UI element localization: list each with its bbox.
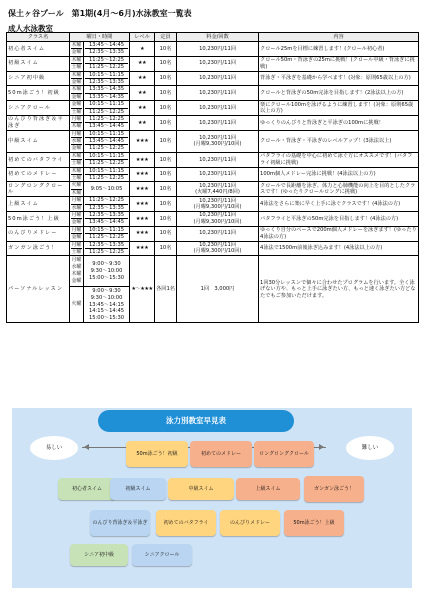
class-content: 100m個人メドレー完泳に挑戦！(4泳法以上の方) bbox=[259, 167, 419, 182]
class-name: ロングロングクロール bbox=[7, 182, 70, 197]
table-row bbox=[7, 167, 419, 182]
class-content: 背泳ぎ・平泳ぎを基礎から学べます！(対象：原則65歳以上の方) bbox=[259, 71, 419, 86]
class-name: 初心者スイム bbox=[7, 42, 70, 57]
class-content: クロールと背泳ぎの50m完泳を目指します！(2泳法以上の方) bbox=[259, 86, 419, 101]
table-row bbox=[7, 71, 419, 86]
table-row bbox=[7, 115, 419, 130]
level-stars: ★★ bbox=[130, 71, 155, 86]
chart-box-senior-intermediate: シニア初中級 bbox=[70, 544, 128, 566]
table-row bbox=[7, 182, 419, 197]
day-list bbox=[70, 115, 84, 130]
time-list bbox=[84, 211, 130, 226]
time-slot: 13:35～14:35 bbox=[85, 86, 128, 93]
level-stars: ★★★ bbox=[130, 130, 155, 152]
day: 木曜 bbox=[71, 271, 82, 278]
day: 金曜 bbox=[71, 278, 82, 285]
day-list bbox=[70, 197, 84, 212]
time-slot: 11:25～12:25 bbox=[88, 234, 125, 241]
class-name: 初めてのメドレー bbox=[7, 167, 70, 182]
day: 月曜 bbox=[71, 241, 82, 248]
class-name: 初級スイム bbox=[7, 56, 70, 71]
time-list bbox=[84, 115, 130, 130]
day: 水曜 bbox=[71, 204, 82, 211]
day: 金曜 bbox=[71, 49, 82, 56]
time-slot: 11:25～12:25 bbox=[85, 116, 128, 123]
time-list bbox=[84, 287, 130, 323]
chart-box-senior-crawl: シニアクロール bbox=[132, 544, 192, 566]
fee bbox=[177, 71, 259, 86]
table-row bbox=[7, 42, 419, 57]
capacity: 10名 bbox=[155, 130, 177, 152]
time-slot: 12:35～13:35 bbox=[88, 78, 125, 85]
level-stars: ★★★ bbox=[130, 226, 155, 241]
fee bbox=[177, 197, 259, 212]
capacity: 10名 bbox=[155, 182, 177, 197]
day-list bbox=[70, 71, 84, 86]
table-row bbox=[7, 56, 419, 71]
level-stars: ★★ bbox=[130, 101, 155, 116]
fee-line: 10,230円/11回 bbox=[199, 212, 236, 219]
day: 木曜 bbox=[71, 189, 82, 196]
chart-box-50m-advanced: 50m泳ごう！上級 bbox=[284, 510, 344, 536]
time-slot: 11:25～12:25 bbox=[85, 57, 128, 64]
time-list bbox=[84, 56, 130, 71]
time-slot: 11:25～12:25 bbox=[88, 248, 125, 255]
class-name: シニアクロール bbox=[7, 101, 70, 116]
time-list bbox=[84, 86, 130, 101]
time-list bbox=[84, 42, 130, 57]
time-slot: 9:00～9:30 bbox=[92, 261, 121, 268]
fee bbox=[177, 115, 259, 130]
time-list bbox=[84, 130, 130, 152]
capacity: 10名 bbox=[155, 101, 177, 116]
time-slot: 11:25～12:25 bbox=[85, 197, 128, 204]
class-name: のんびり背泳ぎ＆平泳ぎ bbox=[7, 115, 70, 130]
class-name: のんびりメドレー bbox=[7, 226, 70, 241]
table-row bbox=[7, 197, 419, 212]
time-slot: 10:15～11:15 bbox=[85, 153, 128, 160]
fee-line: 10,230円/11回 bbox=[199, 60, 236, 67]
day: 月曜 bbox=[71, 130, 82, 137]
easy-label: 易しい bbox=[30, 436, 78, 460]
class-name: シニア初中級 bbox=[7, 71, 70, 86]
capacity: 10名 bbox=[155, 115, 177, 130]
class-name: 中級スイム bbox=[7, 130, 70, 152]
level-stars: ★～★★★ bbox=[130, 256, 155, 323]
day-list bbox=[70, 241, 84, 256]
time-slot: 11:25～12:25 bbox=[88, 145, 125, 152]
class-content: クロール50m・背泳ぎの25mに挑戦！(クロール中級・背泳ぎに挑戦) bbox=[259, 56, 419, 71]
day: 月曜 bbox=[71, 115, 82, 122]
time-list bbox=[84, 197, 130, 212]
day: 木曜 bbox=[71, 152, 82, 159]
fee-line: 10,230円/11回 bbox=[199, 104, 236, 111]
fee-line: 10,230円/11回 bbox=[199, 156, 236, 163]
time-list bbox=[84, 167, 130, 182]
time-slot: 13:45～14:45 bbox=[88, 123, 125, 130]
day: 木曜 bbox=[71, 71, 82, 78]
time-slot: 9:30～10:00 bbox=[90, 268, 123, 275]
time-slot: 9:00～9:30 bbox=[92, 288, 121, 295]
section-title: 成人水泳教室 bbox=[8, 24, 53, 33]
table-row bbox=[7, 86, 419, 101]
day-list bbox=[70, 86, 84, 101]
day-list bbox=[70, 152, 84, 167]
chart-box-beginner: 初心者スイム bbox=[58, 478, 116, 500]
time-slot: 15:00～15:30 bbox=[88, 274, 125, 281]
table-row bbox=[7, 152, 419, 167]
class-name: 上級スイム bbox=[7, 197, 70, 212]
day: 水曜 bbox=[71, 264, 82, 271]
capacity: 10名 bbox=[155, 241, 177, 256]
time-slot: 13:45～14:45 bbox=[85, 138, 128, 145]
class-content: バタフライと平泳ぎの50m完泳を目指します！(4泳法の方) bbox=[259, 211, 419, 226]
day: 木曜 bbox=[71, 56, 82, 63]
time-slot: 9:05～10:05 bbox=[90, 186, 123, 193]
schedule-table bbox=[6, 32, 419, 323]
day: 土曜 bbox=[71, 175, 82, 182]
day: 金曜 bbox=[71, 234, 82, 241]
fee bbox=[177, 167, 259, 182]
capacity: 10名 bbox=[155, 197, 177, 212]
time-slot: 9:30～10:00 bbox=[90, 294, 123, 301]
header-fee: 料金/回数 bbox=[177, 33, 259, 42]
header-content: 内容 bbox=[259, 33, 419, 42]
fee-line: 10,230円/11回 bbox=[199, 119, 236, 126]
time-slot: 12:35～13:35 bbox=[85, 212, 128, 219]
day: 木曜 bbox=[71, 42, 82, 48]
level-stars: ★★★ bbox=[130, 211, 155, 226]
level-stars: ★★★ bbox=[130, 241, 155, 256]
class-content: 1回30分レッスンで個々に合わせたプログラムを行います。全く泳げない方や、もっと上手に泳ぎたい方、もっと速く泳ぎたい方どなたでもご参加いただけます。 bbox=[259, 256, 419, 323]
personal-lesson-row bbox=[7, 256, 419, 287]
fee bbox=[177, 241, 259, 256]
time-slot: 10:15～11:15 bbox=[85, 168, 128, 175]
capacity: 10名 bbox=[155, 226, 177, 241]
time-slot: 11:25～12:25 bbox=[88, 64, 125, 71]
time-slot: 10:15～11:15 bbox=[85, 227, 128, 234]
time-slot: 15:00～15:30 bbox=[88, 314, 125, 321]
class-content: クロール25mを目標に練習します！(クロール初心者) bbox=[259, 42, 419, 57]
time-list bbox=[84, 241, 130, 256]
class-content: クロールで長距離を泳ぎ、体力と心肺機能の向上を目的としたクラスです！(ゆったりクロールロングに挑戦) bbox=[259, 182, 419, 197]
level-stars: ★★ bbox=[130, 86, 155, 101]
header-class: クラス名 bbox=[7, 33, 70, 42]
time-slot: 13:35～14:35 bbox=[88, 93, 125, 100]
fee bbox=[177, 130, 259, 152]
fee bbox=[177, 152, 259, 167]
time-slot: 11:25～12:25 bbox=[88, 175, 125, 182]
fee-line: (月曜9,300円/10回) bbox=[193, 141, 242, 148]
fee: 1回 3,000円 bbox=[177, 256, 259, 323]
capacity: 10名 bbox=[155, 167, 177, 182]
time-slot: 13:45～14:45 bbox=[85, 42, 128, 49]
day-list bbox=[70, 256, 84, 287]
time-slot: 13:45～14:45 bbox=[88, 219, 125, 226]
day-list bbox=[70, 182, 84, 197]
class-name: 50m泳ごう！初級 bbox=[7, 86, 70, 101]
fee-line: 10,230円/11回 bbox=[199, 90, 236, 97]
day: 月曜 bbox=[71, 257, 82, 264]
capacity: 10名 bbox=[155, 211, 177, 226]
chart-box-nonbiri-medley: のんびりメドレー bbox=[220, 510, 280, 536]
day: 木曜 bbox=[71, 86, 82, 93]
chart-box-first-butterfly: 初めてのバタフライ bbox=[156, 510, 216, 536]
header-level: レベル bbox=[130, 33, 155, 42]
fee-line: 10,230円/11回 bbox=[199, 242, 236, 249]
day: 土曜 bbox=[71, 160, 82, 167]
fee bbox=[177, 226, 259, 241]
capacity: 10名 bbox=[155, 86, 177, 101]
level-stars: ★★★ bbox=[130, 152, 155, 167]
day-list bbox=[70, 42, 84, 57]
fee bbox=[177, 56, 259, 71]
level-stars: ★★★ bbox=[130, 197, 155, 212]
class-content: ゆっくり自分のペースで200m個人メドレーを泳ぎます！(ゆったり4泳法の方) bbox=[260, 227, 417, 240]
time-list bbox=[84, 256, 130, 287]
day: 月曜 bbox=[71, 211, 82, 218]
day: 土曜 bbox=[71, 64, 82, 71]
chart-box-gangan: ガンガン泳ごう！ bbox=[304, 476, 364, 502]
chart-box-advanced: 上級スイム bbox=[236, 478, 300, 500]
fee-line: (月曜9,300円/10回) bbox=[193, 204, 242, 211]
capacity: 各回1名 bbox=[155, 256, 177, 323]
time-slot: 14:15～14:45 bbox=[88, 308, 125, 315]
day: 月曜 bbox=[71, 197, 82, 204]
capacity: 10名 bbox=[155, 152, 177, 167]
time-list bbox=[84, 101, 130, 116]
fee bbox=[177, 86, 259, 101]
table-header-row bbox=[7, 33, 419, 42]
table-row bbox=[7, 211, 419, 226]
day-list bbox=[70, 226, 84, 241]
class-content: ゆっくりのんびりと背泳ぎと平泳ぎの100mに挑戦！ bbox=[259, 115, 419, 130]
table-row bbox=[7, 101, 419, 116]
table-row bbox=[7, 226, 419, 241]
time-slot: 12:35～13:35 bbox=[88, 204, 125, 211]
table-row bbox=[7, 130, 419, 152]
chart-box-first-medley: 初めてのメドレー bbox=[190, 441, 252, 467]
class-content: バタフライの基礎を中心に初めて泳ぐ方にオススメです！(バタフライ初級に挑戦) bbox=[259, 152, 419, 167]
hard-label: 難しい bbox=[346, 436, 394, 460]
fee-line: 10,230円/11回 bbox=[199, 182, 236, 189]
fee bbox=[177, 42, 259, 57]
day: 土曜 bbox=[71, 108, 82, 115]
day: 金曜 bbox=[71, 78, 82, 85]
time-slot: 11:25～12:25 bbox=[88, 160, 125, 167]
level-stars: ★★★ bbox=[130, 167, 155, 182]
chart-box-intermediate: 中級スイム bbox=[168, 478, 234, 500]
level-stars: ★★ bbox=[130, 56, 155, 71]
document-title: 保土ヶ谷プール 第1期(4月～6月)水泳教室一覧表 bbox=[8, 9, 192, 18]
fee-line: (月曜9,300円/10回) bbox=[193, 218, 242, 225]
day-list bbox=[70, 287, 84, 323]
table-row bbox=[7, 241, 419, 256]
chart-box-nonbiri-back-breast: のんびり背泳ぎ＆平泳ぎ bbox=[90, 510, 150, 536]
class-content: 4泳法をさらに楽に早く上手に泳ぐクラスです！(4泳法の方) bbox=[259, 197, 419, 212]
time-list bbox=[84, 182, 130, 197]
fee-line: (火曜7,440円/8回) bbox=[195, 189, 240, 196]
header-schedule: 曜日・時間 bbox=[70, 33, 130, 42]
fee-line: (月曜9,300円/10回) bbox=[193, 248, 242, 255]
class-content: クロール・背泳ぎ・平泳ぎのレベルアップ！(3泳法以上) bbox=[259, 130, 419, 152]
day: 木曜 bbox=[71, 167, 82, 174]
class-name: 50m泳ごう！上級 bbox=[7, 211, 70, 226]
fee-line: 10,230円/11回 bbox=[199, 197, 236, 204]
class-name: ガンガン泳ごう！ bbox=[7, 241, 70, 256]
time-list bbox=[84, 71, 130, 86]
class-name: パーソナルレッスン bbox=[7, 256, 70, 323]
chart-box-long-crawl: ロングロングクロール bbox=[254, 441, 314, 467]
time-slot: 10:15～11:15 bbox=[85, 72, 128, 79]
day: 水曜 bbox=[71, 138, 82, 145]
day: 月曜 bbox=[71, 226, 82, 233]
time-slot: 10:15～11:15 bbox=[85, 131, 128, 138]
fee-line: 10,230円/11回 bbox=[199, 45, 236, 52]
level-stars: ★ bbox=[130, 42, 155, 57]
fee-line: 10,230円/11回 bbox=[199, 171, 236, 178]
day: 金曜 bbox=[71, 145, 82, 152]
fee-line: 10,230円/11回 bbox=[199, 230, 236, 237]
level-chart-title: 泳力別教室早見表 bbox=[98, 410, 294, 432]
time-slot: 12:35～13:35 bbox=[85, 242, 128, 249]
fee bbox=[177, 211, 259, 226]
day: 金曜 bbox=[71, 219, 82, 226]
time-list bbox=[84, 226, 130, 241]
fee bbox=[177, 182, 259, 197]
day: 金曜 bbox=[71, 93, 82, 100]
header-capacity: 定員 bbox=[155, 33, 177, 42]
capacity: 10名 bbox=[155, 71, 177, 86]
day-list bbox=[70, 130, 84, 152]
day-list bbox=[70, 211, 84, 226]
day-list bbox=[70, 167, 84, 182]
day: 金曜 bbox=[71, 101, 82, 108]
fee-line: 10,230円/11回 bbox=[199, 134, 236, 141]
fee bbox=[177, 101, 259, 116]
level-stars: ★★ bbox=[130, 115, 155, 130]
time-slot: 11:25～12:25 bbox=[88, 108, 125, 115]
chart-box-50m-beginner: 50m泳ごう！初級 bbox=[126, 441, 188, 467]
day-list bbox=[70, 56, 84, 71]
time-slot: 13:45～14:15 bbox=[88, 301, 125, 308]
fee-line: 10,230円/11回 bbox=[199, 75, 236, 82]
class-content: 楽にクロール100mを泳げるように練習します！(対象：原則65歳以上の方) bbox=[259, 101, 419, 116]
day: 火曜 bbox=[71, 301, 82, 308]
class-name: 初めてのバタフライ bbox=[7, 152, 70, 167]
capacity: 10名 bbox=[155, 56, 177, 71]
chart-box-elementary: 初級スイム bbox=[110, 478, 166, 500]
day: 土曜 bbox=[71, 248, 82, 255]
time-slot: 10:15～11:15 bbox=[85, 101, 128, 108]
class-content: 4泳法で1500m前後泳ぎ込みます！(4泳法以上の方) bbox=[259, 241, 419, 256]
day: 火曜 bbox=[71, 182, 82, 189]
day: 木曜 bbox=[71, 123, 82, 130]
level-stars: ★★★ bbox=[130, 182, 155, 197]
day-list bbox=[70, 101, 84, 116]
capacity: 10名 bbox=[155, 42, 177, 57]
time-list bbox=[84, 152, 130, 167]
time-slot: 12:35～13:35 bbox=[88, 49, 125, 56]
